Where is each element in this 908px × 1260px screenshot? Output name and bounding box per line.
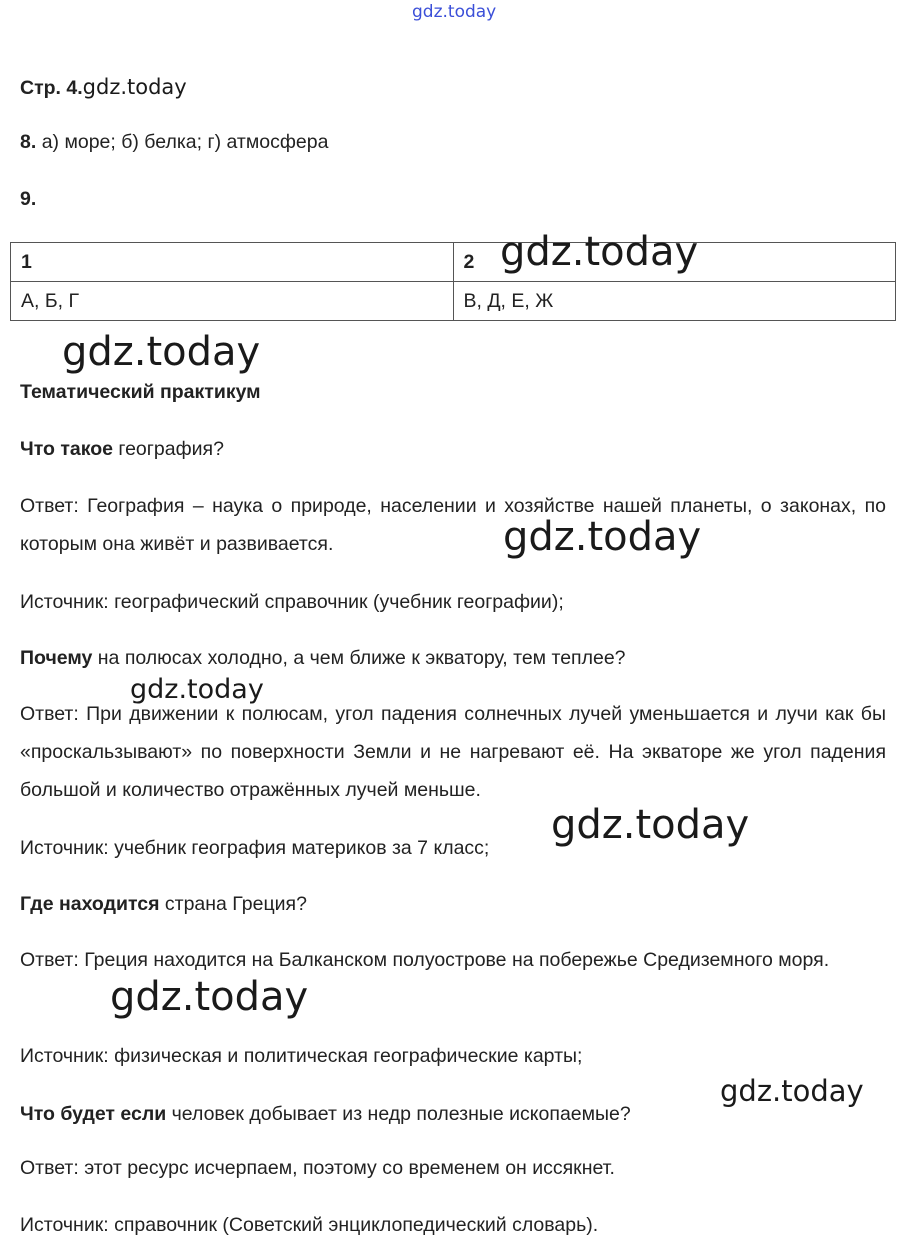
watermark: gdz.today [500, 229, 699, 275]
question-2-text: на полюсах холодно, а чем ближе к экватору, тем теплее? [92, 647, 626, 669]
answer-4: Ответ: этот ресурс исчерпаем, поэтому со временем он иссякнет. [20, 1157, 615, 1179]
watermark-inline: gdz.today [82, 75, 187, 99]
watermark: gdz.today [503, 514, 702, 560]
page-label-line [20, 76, 187, 100]
task-8-answer: а) море; б) белка; г) атмосфера [41, 131, 329, 153]
question-1-text: география? [112, 438, 224, 460]
question-2 [20, 646, 626, 670]
page-label: Стр. 4. [20, 77, 83, 99]
table-row [11, 282, 896, 321]
source-4: Источник: справочник (Советский энциклопедический словарь). [20, 1214, 599, 1236]
task-9-table [10, 242, 896, 321]
task-9-number: 9. [20, 188, 37, 210]
question-3-text: страна Греция? [159, 893, 307, 915]
table-header-cell: 1 [11, 243, 454, 282]
task-8-number: 8. [20, 131, 37, 153]
source-1: Источник: географический справочник (учебник географии); [20, 591, 564, 613]
answer-1: Ответ: География – наука о природе, населении и хозяйстве нашей планеты, о законах, по которым она живёт и развивается. [20, 495, 886, 555]
watermark-top: gdz.today [412, 2, 497, 22]
table-header-cell: 2 [453, 243, 896, 282]
watermark: gdz.today [110, 974, 309, 1020]
table-cell: А, Б, Г [11, 282, 454, 321]
question-4-bold: Что будет если [20, 1103, 167, 1125]
answer-2: Ответ: При движении к полюсам, угол падения солнечных лучей уменьшается и лучи как бы «проскальзывают» по поверхности Земли и не нагревают её. На экваторе же угол падения большой и количество отражённых лучей меньше. [20, 703, 886, 801]
watermark: gdz.today [62, 329, 261, 375]
question-3-bold: Где находится [20, 893, 160, 915]
task-8 [20, 130, 328, 154]
question-2-bold: Почему [20, 647, 93, 669]
question-1 [20, 437, 224, 461]
table-cell: В, Д, Е, Ж [453, 282, 896, 321]
question-4-text: человек добывает из недр полезные ископаемые? [166, 1103, 631, 1125]
watermark: gdz.today [551, 802, 750, 848]
section-title: Тематический практикум [20, 381, 261, 403]
answer-3: Ответ: Греция находится на Балканском полуострове на побережье Средиземного моря. [20, 949, 830, 971]
table-header-row [11, 243, 896, 282]
question-1-bold: Что такое [20, 438, 113, 460]
watermark: gdz.today [720, 1074, 864, 1108]
question-4 [20, 1102, 631, 1126]
question-3 [20, 892, 307, 916]
watermark: gdz.today [130, 674, 264, 705]
source-2: Источник: учебник география материков за 7 класс; [20, 837, 490, 859]
source-3: Источник: физическая и политическая географические карты; [20, 1045, 583, 1067]
